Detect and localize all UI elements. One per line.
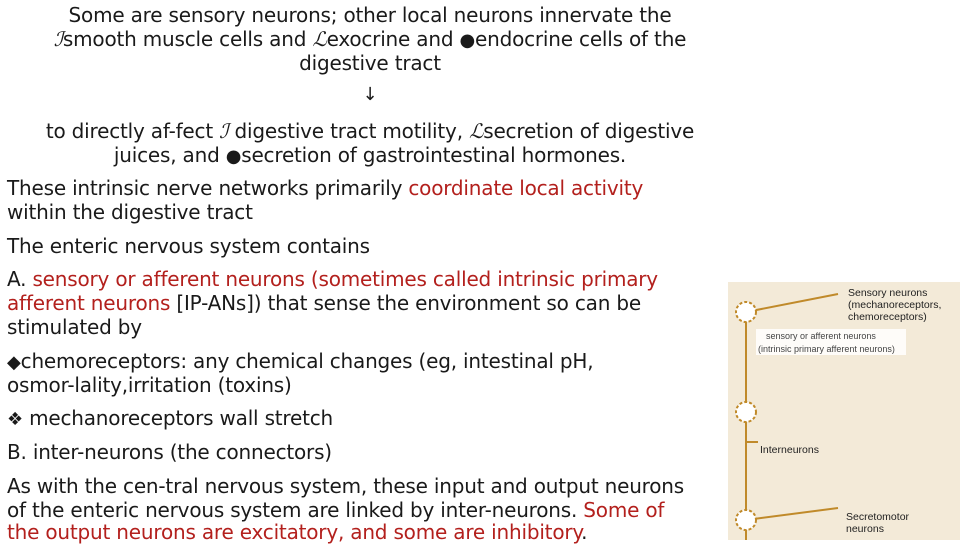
text-line-7 xyxy=(7,176,643,200)
text-line-3 xyxy=(0,51,740,75)
text-line-2 xyxy=(0,27,740,53)
line-18-text: of the enteric nervous system are linked by inter-neurons. xyxy=(7,498,584,522)
down-arrow-icon xyxy=(0,83,740,107)
symbol-glyph: ℒ xyxy=(469,119,484,143)
text-line-5 xyxy=(0,119,740,143)
line-16-text: B. inter-neurons (the connectors) xyxy=(7,440,332,464)
line-9-text: The enteric nervous system contains xyxy=(7,234,370,258)
dot-bullet-icon: ● xyxy=(225,146,242,167)
text-line-8 xyxy=(7,200,253,224)
line-11-highlight: afferent neurons xyxy=(7,291,177,315)
line-5-text-b: digestive tract motility, xyxy=(228,119,470,143)
overlay-label-2: (intrinsic primary afferent neurons) xyxy=(758,344,895,354)
secretomotor-label-1: Secretomotor xyxy=(846,511,910,523)
line-6-text-b: secretion of gastrointestinal hormones. xyxy=(241,143,627,167)
sensory-neuron-cell xyxy=(736,302,756,322)
line-7-highlight: coordinate local activity xyxy=(408,176,644,200)
text-line-17 xyxy=(7,474,684,498)
text-line-10 xyxy=(7,267,658,291)
line-14-text: osmor-lality,irritation (toxins) xyxy=(7,373,292,397)
line-19-text: . xyxy=(581,520,588,544)
line-5-text-a: to directly af-fect xyxy=(45,119,220,143)
line-6-text-a: juices, and xyxy=(113,143,226,167)
line-1-text: Some are sensory neurons; other local neurons innervate the xyxy=(68,3,672,27)
text-line-13 xyxy=(7,349,593,375)
interneurons-label: Interneurons xyxy=(760,444,819,456)
text-line-15 xyxy=(7,406,333,432)
dot-bullet-icon: ● xyxy=(459,30,475,51)
nerve-line-top xyxy=(746,294,838,312)
symbol-glyph: ℐ xyxy=(219,119,229,143)
line-13-text: chemoreceptors: any chemical changes (eg, intestinal pH, xyxy=(20,349,594,373)
line-10-text-a: A. xyxy=(7,267,33,291)
neuron-diagram xyxy=(728,282,960,540)
arrow-glyph: ↓ xyxy=(362,84,378,105)
line-2-text-c: endocrine cells of the xyxy=(475,27,687,51)
text-line-1 xyxy=(0,3,740,27)
text-line-6 xyxy=(0,143,740,169)
line-17-text: As with the cen-tral nervous system, these input and output neurons xyxy=(7,474,684,498)
text-line-14 xyxy=(7,373,292,397)
line-18-highlight: Some of xyxy=(583,498,665,522)
line-19-highlight: the output neurons are excitatory, and some are inhibitory xyxy=(7,520,582,544)
line-10-highlight: sensory or afferent neurons (sometimes called intrinsic primary xyxy=(32,267,658,291)
line-5-text-c: secretion of digestive xyxy=(483,119,695,143)
line-2-text-b: exocrine and xyxy=(326,27,460,51)
text-line-11 xyxy=(7,291,641,315)
nerve-line-bottom xyxy=(746,508,838,520)
line-3-text: digestive tract xyxy=(299,51,441,75)
line-15-text: mechanoreceptors wall stretch xyxy=(22,406,334,430)
symbol-glyph: ℐ xyxy=(53,27,63,51)
sensory-label-3: chemoreceptors) xyxy=(848,311,927,323)
sensory-label-2: (mechanoreceptors, xyxy=(848,299,942,311)
sensory-label-1: Sensory neurons xyxy=(848,287,928,299)
diamond-bullet-icon: ◆ xyxy=(7,352,21,373)
line-12-text: stimulated by xyxy=(7,315,142,339)
text-line-18 xyxy=(7,498,664,522)
text-line-19 xyxy=(7,520,587,544)
line-7-text-a: These intrinsic nerve networks primarily xyxy=(7,176,409,200)
symbol-glyph: ℒ xyxy=(312,27,327,51)
interneuron-cell xyxy=(736,402,756,422)
overlay-label-1: sensory or afferent neurons xyxy=(766,331,876,341)
secretomotor-label-2: neurons xyxy=(846,523,884,535)
secretomotor-neuron-cell xyxy=(736,510,756,530)
text-line-9 xyxy=(7,234,370,258)
text-line-16 xyxy=(7,440,332,464)
text-line-12 xyxy=(7,315,142,339)
four-diamond-bullet-icon: ❖ xyxy=(7,409,23,430)
line-8-text: within the digestive tract xyxy=(7,200,253,224)
line-11-text: [IP-ANs]) that sense the environment so can be xyxy=(176,291,641,315)
line-2-text-a: smooth muscle cells and xyxy=(62,27,313,51)
